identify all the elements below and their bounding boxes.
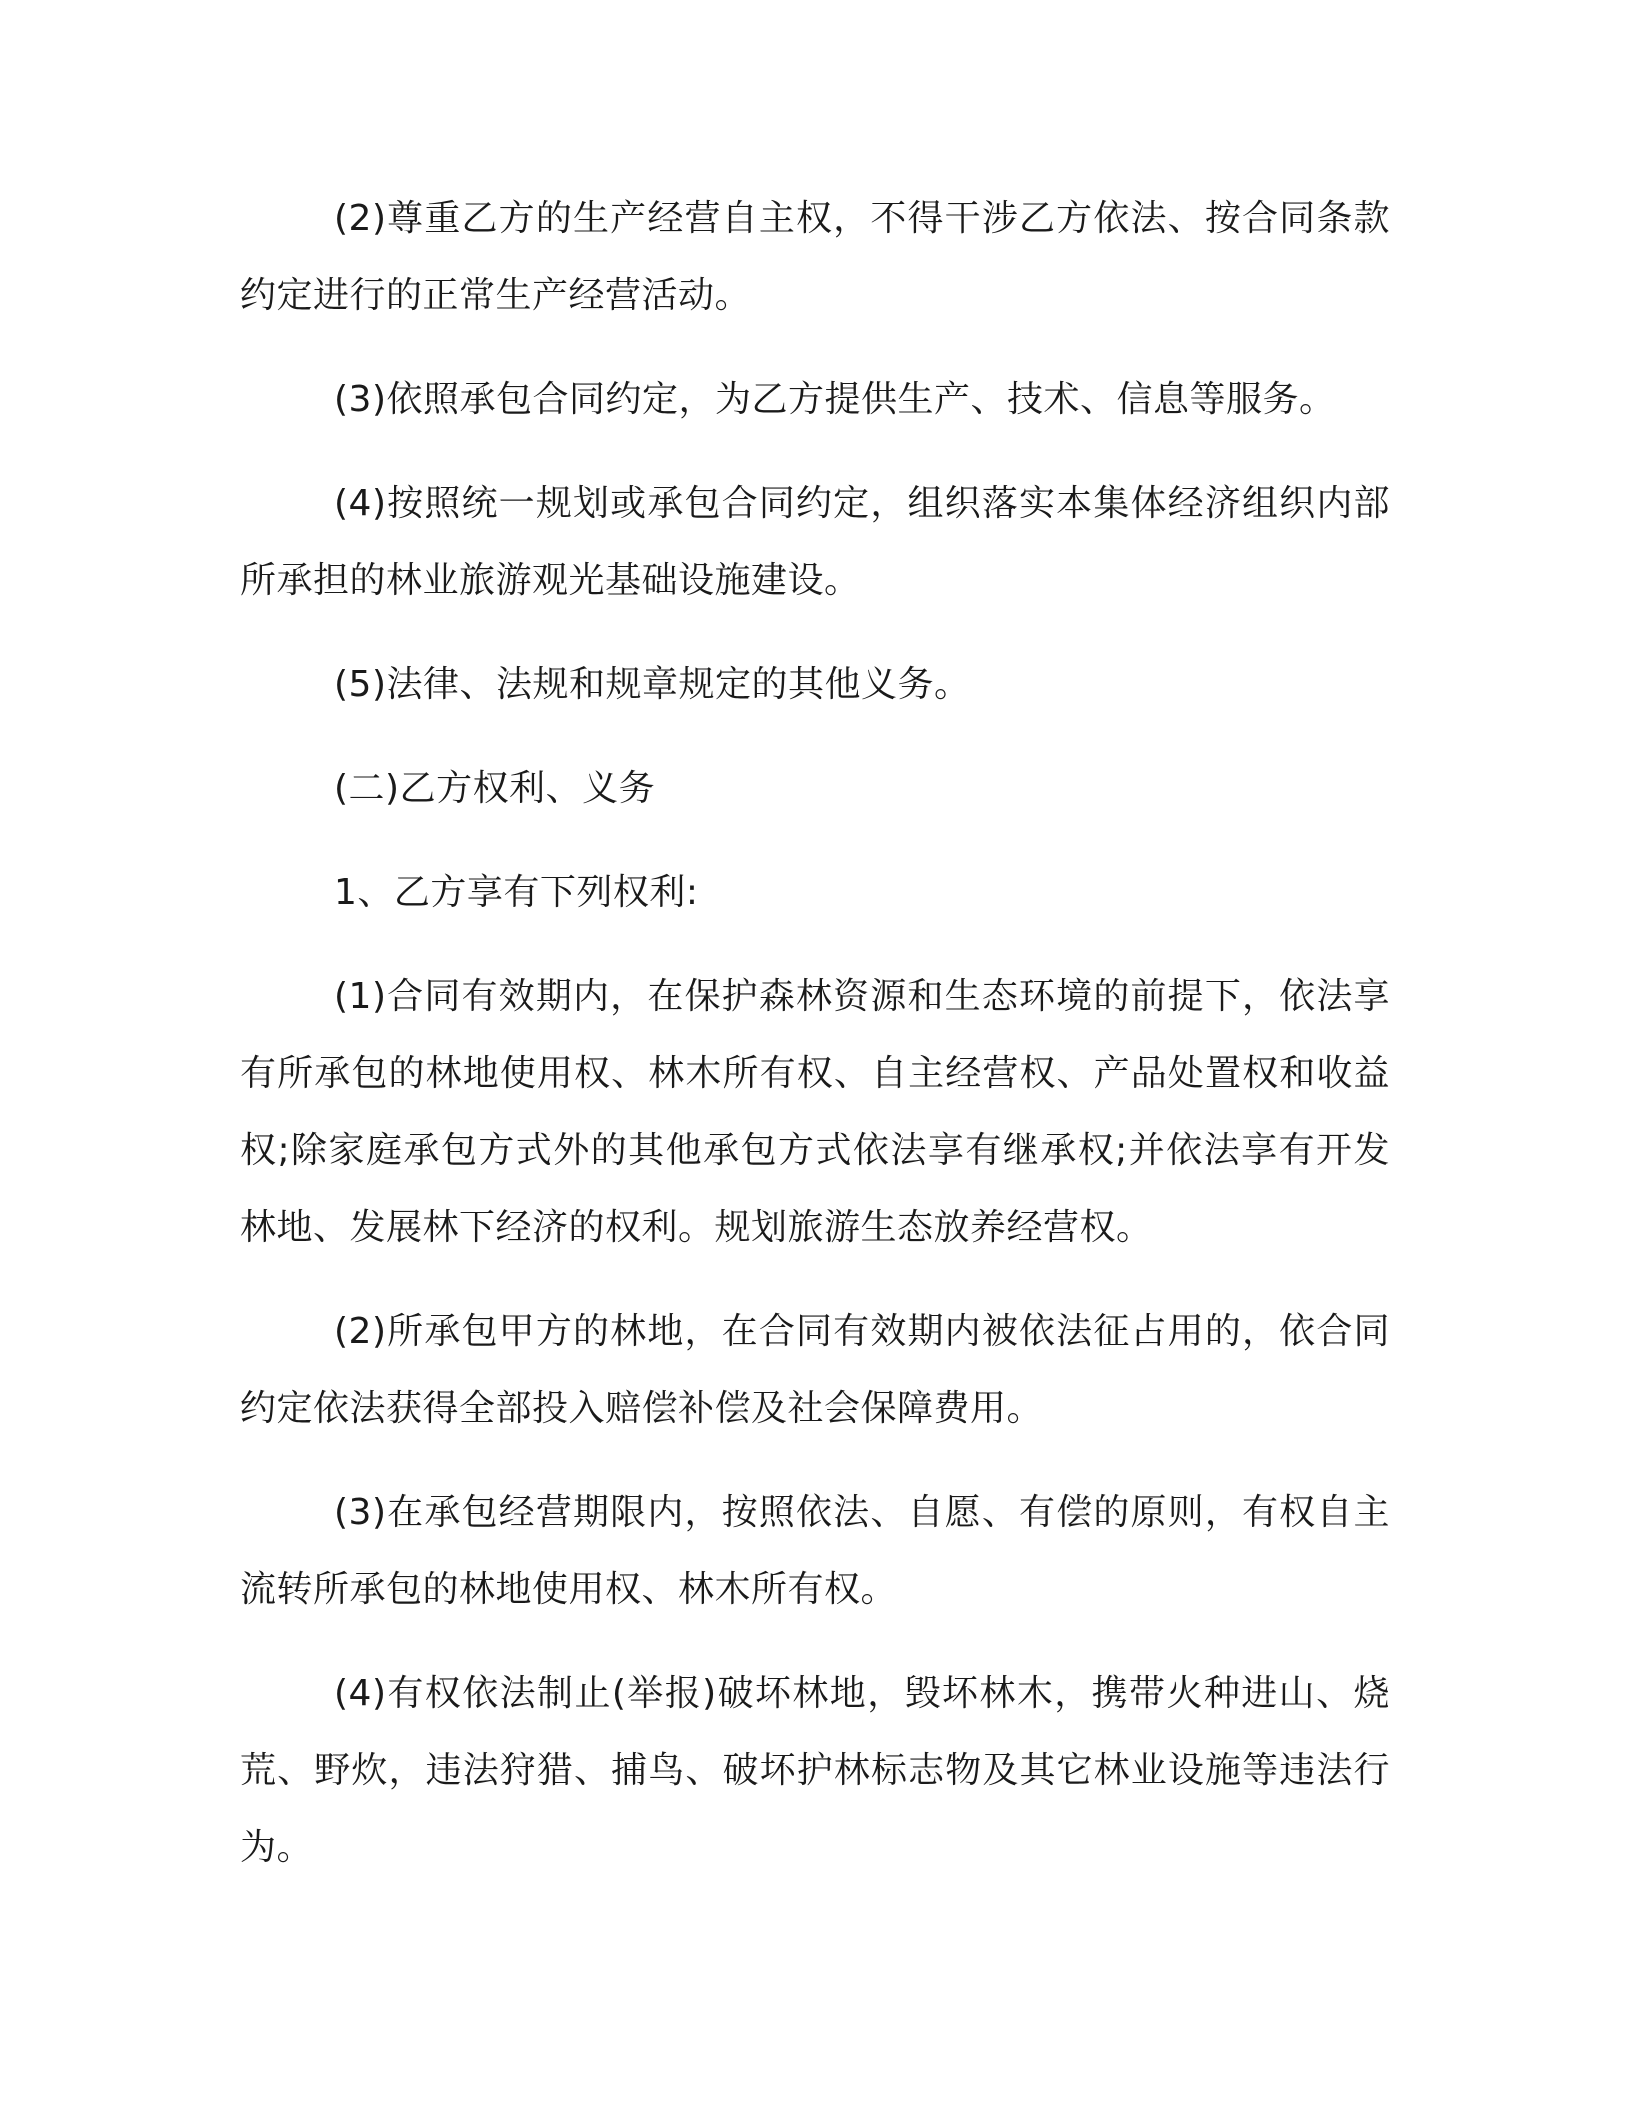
section-heading-party-b: (二)乙方权利、义务 xyxy=(334,768,656,809)
paragraph-right-2: (2)所承包甲方的林地，在合同有效期内被依法征占用的，依合同约定依法获得全部投入赔偿补偿及社会保障费用。 xyxy=(240,1311,1390,1429)
paragraph-obligation-5: (5)法律、法规和规章规定的其他义务。 xyxy=(334,664,971,705)
paragraph-right-1: (1)合同有效期内，在保护森林资源和生态环境的前提下，依法享有所承包的林地使用权、林木所有权、自主经营权、产品处置权和收益权;除家庭承包方式外的其他承包方式依法享有继承权;并依法享有开发林地、发展林下经济的权利。规划旅游生态放养经营权。 xyxy=(240,976,1390,1248)
paragraph-right-3: (3)在承包经营期限内，按照依法、自愿、有偿的原则，有权自主流转所承包的林地使用权、林木所有权。 xyxy=(240,1492,1390,1610)
paragraph-right-4: (4)有权依法制止(举报)破坏林地，毁坏林木，携带火种进山、烧荒、野炊，违法狩猎、捕鸟、破坏护林标志物及其它林业设施等违法行为。 xyxy=(240,1673,1390,1868)
paragraph-obligation-2: (2)尊重乙方的生产经营自主权，不得干涉乙方依法、按合同条款约定进行的正常生产经营活动。 xyxy=(240,198,1390,316)
document-body xyxy=(240,180,1390,1913)
subsection-heading-rights: 1、乙方享有下列权利: xyxy=(334,872,699,913)
paragraph-obligation-4: (4)按照统一规划或承包合同约定，组织落实本集体经济组织内部所承担的林业旅游观光基础设施建设。 xyxy=(240,483,1390,601)
paragraph-obligation-3: (3)依照承包合同约定，为乙方提供生产、技术、信息等服务。 xyxy=(334,379,1336,420)
